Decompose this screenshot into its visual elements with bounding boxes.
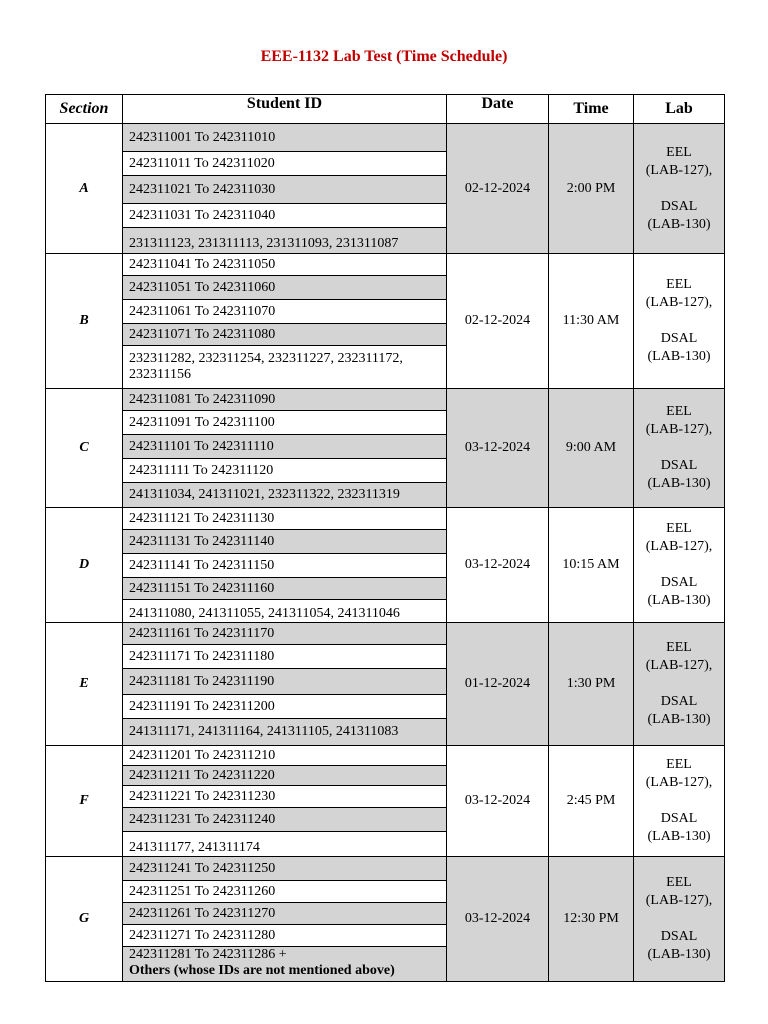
id-range: 242311141 To 242311150 bbox=[123, 554, 446, 578]
header-date: Date bbox=[447, 95, 549, 124]
lab-name: EEL bbox=[666, 277, 692, 292]
section-row-f bbox=[46, 746, 725, 857]
id-range: 242311251 To 242311260 bbox=[123, 881, 446, 903]
id-range: 242311161 To 242311170 bbox=[123, 623, 446, 645]
id-range: 242311231 To 242311240 bbox=[123, 808, 446, 832]
section-label: A bbox=[46, 124, 123, 254]
others-note: Others (whose IDs are not mentioned above) bbox=[129, 963, 395, 978]
lab-name: EEL bbox=[666, 404, 692, 419]
id-range: 242311271 To 242311280 bbox=[123, 925, 446, 947]
section-row-d bbox=[46, 508, 725, 623]
header-lab: Lab bbox=[634, 95, 725, 124]
lab-cell bbox=[634, 857, 725, 982]
student-id-cell bbox=[123, 389, 447, 508]
date-cell: 02-12-2024 bbox=[447, 254, 549, 389]
id-range: 242311201 To 242311210 bbox=[123, 746, 446, 766]
lab-room: (LAB-130) bbox=[647, 947, 711, 962]
id-list bbox=[123, 346, 446, 388]
lab-name: EEL bbox=[666, 875, 692, 890]
date-cell: 02-12-2024 bbox=[447, 124, 549, 254]
lab-room: (LAB-130) bbox=[647, 593, 711, 608]
id-list: 231311123, 231311113, 231311093, 231311087 bbox=[123, 228, 446, 252]
time-cell: 2:45 PM bbox=[549, 746, 634, 857]
date-cell: 03-12-2024 bbox=[447, 857, 549, 982]
section-label: D bbox=[46, 508, 123, 623]
lab-room: (LAB-127), bbox=[645, 422, 713, 437]
section-row-g bbox=[46, 857, 725, 982]
student-id-cell bbox=[123, 254, 447, 389]
id-list bbox=[123, 947, 446, 981]
id-range: 242311211 To 242311220 bbox=[123, 766, 446, 786]
id-range: 242311171 To 242311180 bbox=[123, 645, 446, 669]
id-list: 241311171, 241311164, 241311105, 241311083 bbox=[123, 719, 446, 745]
header-row bbox=[46, 95, 725, 124]
date-cell: 03-12-2024 bbox=[447, 508, 549, 623]
student-id-cell bbox=[123, 623, 447, 746]
lab-room: (LAB-127), bbox=[645, 295, 713, 310]
section-row-a bbox=[46, 124, 725, 254]
id-range: 242311011 To 242311020 bbox=[123, 152, 446, 176]
lab-cell bbox=[634, 623, 725, 746]
id-range: 242311091 To 242311100 bbox=[123, 411, 446, 435]
lab-room: (LAB-127), bbox=[645, 893, 713, 908]
student-id-cell bbox=[123, 508, 447, 623]
lab-name: EEL bbox=[666, 640, 692, 655]
lab-cell bbox=[634, 254, 725, 389]
id-list: 241311034, 241311021, 232311322, 232311319 bbox=[123, 483, 446, 507]
lab-room: (LAB-127), bbox=[645, 775, 713, 790]
lab-name: DSAL bbox=[660, 929, 698, 944]
id-range: 242311041 To 242311050 bbox=[123, 254, 446, 276]
date-cell: 03-12-2024 bbox=[447, 389, 549, 508]
header-section: Section bbox=[46, 95, 123, 124]
section-label: G bbox=[46, 857, 123, 982]
section-row-b bbox=[46, 254, 725, 389]
lab-name: DSAL bbox=[660, 811, 698, 826]
id-list: 241311177, 241311174 bbox=[123, 832, 446, 856]
lab-name: EEL bbox=[666, 144, 692, 160]
id-range: 242311101 To 242311110 bbox=[123, 435, 446, 459]
id-range: 242311261 To 242311270 bbox=[123, 903, 446, 925]
id-range: 242311121 To 242311130 bbox=[123, 508, 446, 530]
time-cell: 11:30 AM bbox=[549, 254, 634, 389]
lab-name: DSAL bbox=[660, 575, 698, 590]
id-range: 242311061 To 242311070 bbox=[123, 300, 446, 324]
page-title: EEE-1132 Lab Test (Time Schedule) bbox=[260, 48, 508, 65]
time-cell: 10:15 AM bbox=[549, 508, 634, 623]
lab-room: (LAB-130) bbox=[647, 829, 711, 844]
id-list-line: 232311282, 232311254, 232311227, 232311172, bbox=[129, 351, 403, 366]
header-student-id: Student ID bbox=[123, 95, 447, 124]
schedule-table bbox=[45, 94, 725, 982]
student-id-cell bbox=[123, 746, 447, 857]
section-row-e bbox=[46, 623, 725, 746]
lab-room: (LAB-130) bbox=[647, 712, 711, 727]
id-range: 242311151 To 242311160 bbox=[123, 578, 446, 600]
section-label: E bbox=[46, 623, 123, 746]
lab-name: EEL bbox=[666, 757, 692, 772]
time-cell: 12:30 PM bbox=[549, 857, 634, 982]
id-range: 242311191 To 242311200 bbox=[123, 695, 446, 719]
lab-room: (LAB-130) bbox=[647, 349, 711, 364]
date-cell: 03-12-2024 bbox=[447, 746, 549, 857]
lab-cell bbox=[634, 124, 725, 254]
id-range: 242311181 To 242311190 bbox=[123, 669, 446, 695]
lab-room: (LAB-127), bbox=[645, 162, 713, 178]
id-list: 241311080, 241311055, 241311054, 241311046 bbox=[123, 600, 446, 622]
lab-name: EEL bbox=[666, 521, 692, 536]
id-range: 242311241 To 242311250 bbox=[123, 857, 446, 881]
id-range: 242311051 To 242311060 bbox=[123, 276, 446, 300]
student-id-cell bbox=[123, 857, 447, 982]
time-cell: 1:30 PM bbox=[549, 623, 634, 746]
section-label: C bbox=[46, 389, 123, 508]
student-id-cell bbox=[123, 124, 447, 254]
lab-cell bbox=[634, 746, 725, 857]
section-label: F bbox=[46, 746, 123, 857]
id-range: 242311081 To 242311090 bbox=[123, 389, 446, 411]
id-range: 242311031 To 242311040 bbox=[123, 204, 446, 228]
time-cell: 2:00 PM bbox=[549, 124, 634, 254]
lab-room: (LAB-130) bbox=[647, 216, 711, 232]
lab-name: DSAL bbox=[660, 331, 698, 346]
id-range: 242311001 To 242311010 bbox=[123, 124, 446, 152]
section-label: B bbox=[46, 254, 123, 389]
lab-cell bbox=[634, 508, 725, 623]
id-range: 242311071 To 242311080 bbox=[123, 324, 446, 346]
header-time: Time bbox=[549, 95, 634, 124]
section-row-c bbox=[46, 389, 725, 508]
date-cell: 01-12-2024 bbox=[447, 623, 549, 746]
id-range: 242311131 To 242311140 bbox=[123, 530, 446, 554]
lab-room: (LAB-127), bbox=[645, 658, 713, 673]
id-list-line: 242311281 To 242311286 + bbox=[129, 947, 287, 962]
lab-room: (LAB-127), bbox=[645, 539, 713, 554]
lab-cell bbox=[634, 389, 725, 508]
lab-name: DSAL bbox=[660, 694, 698, 709]
lab-name: DSAL bbox=[660, 198, 698, 214]
id-range: 242311111 To 242311120 bbox=[123, 459, 446, 483]
time-cell: 9:00 AM bbox=[549, 389, 634, 508]
lab-room: (LAB-130) bbox=[647, 476, 711, 491]
id-list-line: 232311156 bbox=[129, 367, 191, 382]
lab-name: DSAL bbox=[660, 458, 698, 473]
id-range: 242311221 To 242311230 bbox=[123, 786, 446, 808]
id-range: 242311021 To 242311030 bbox=[123, 176, 446, 204]
